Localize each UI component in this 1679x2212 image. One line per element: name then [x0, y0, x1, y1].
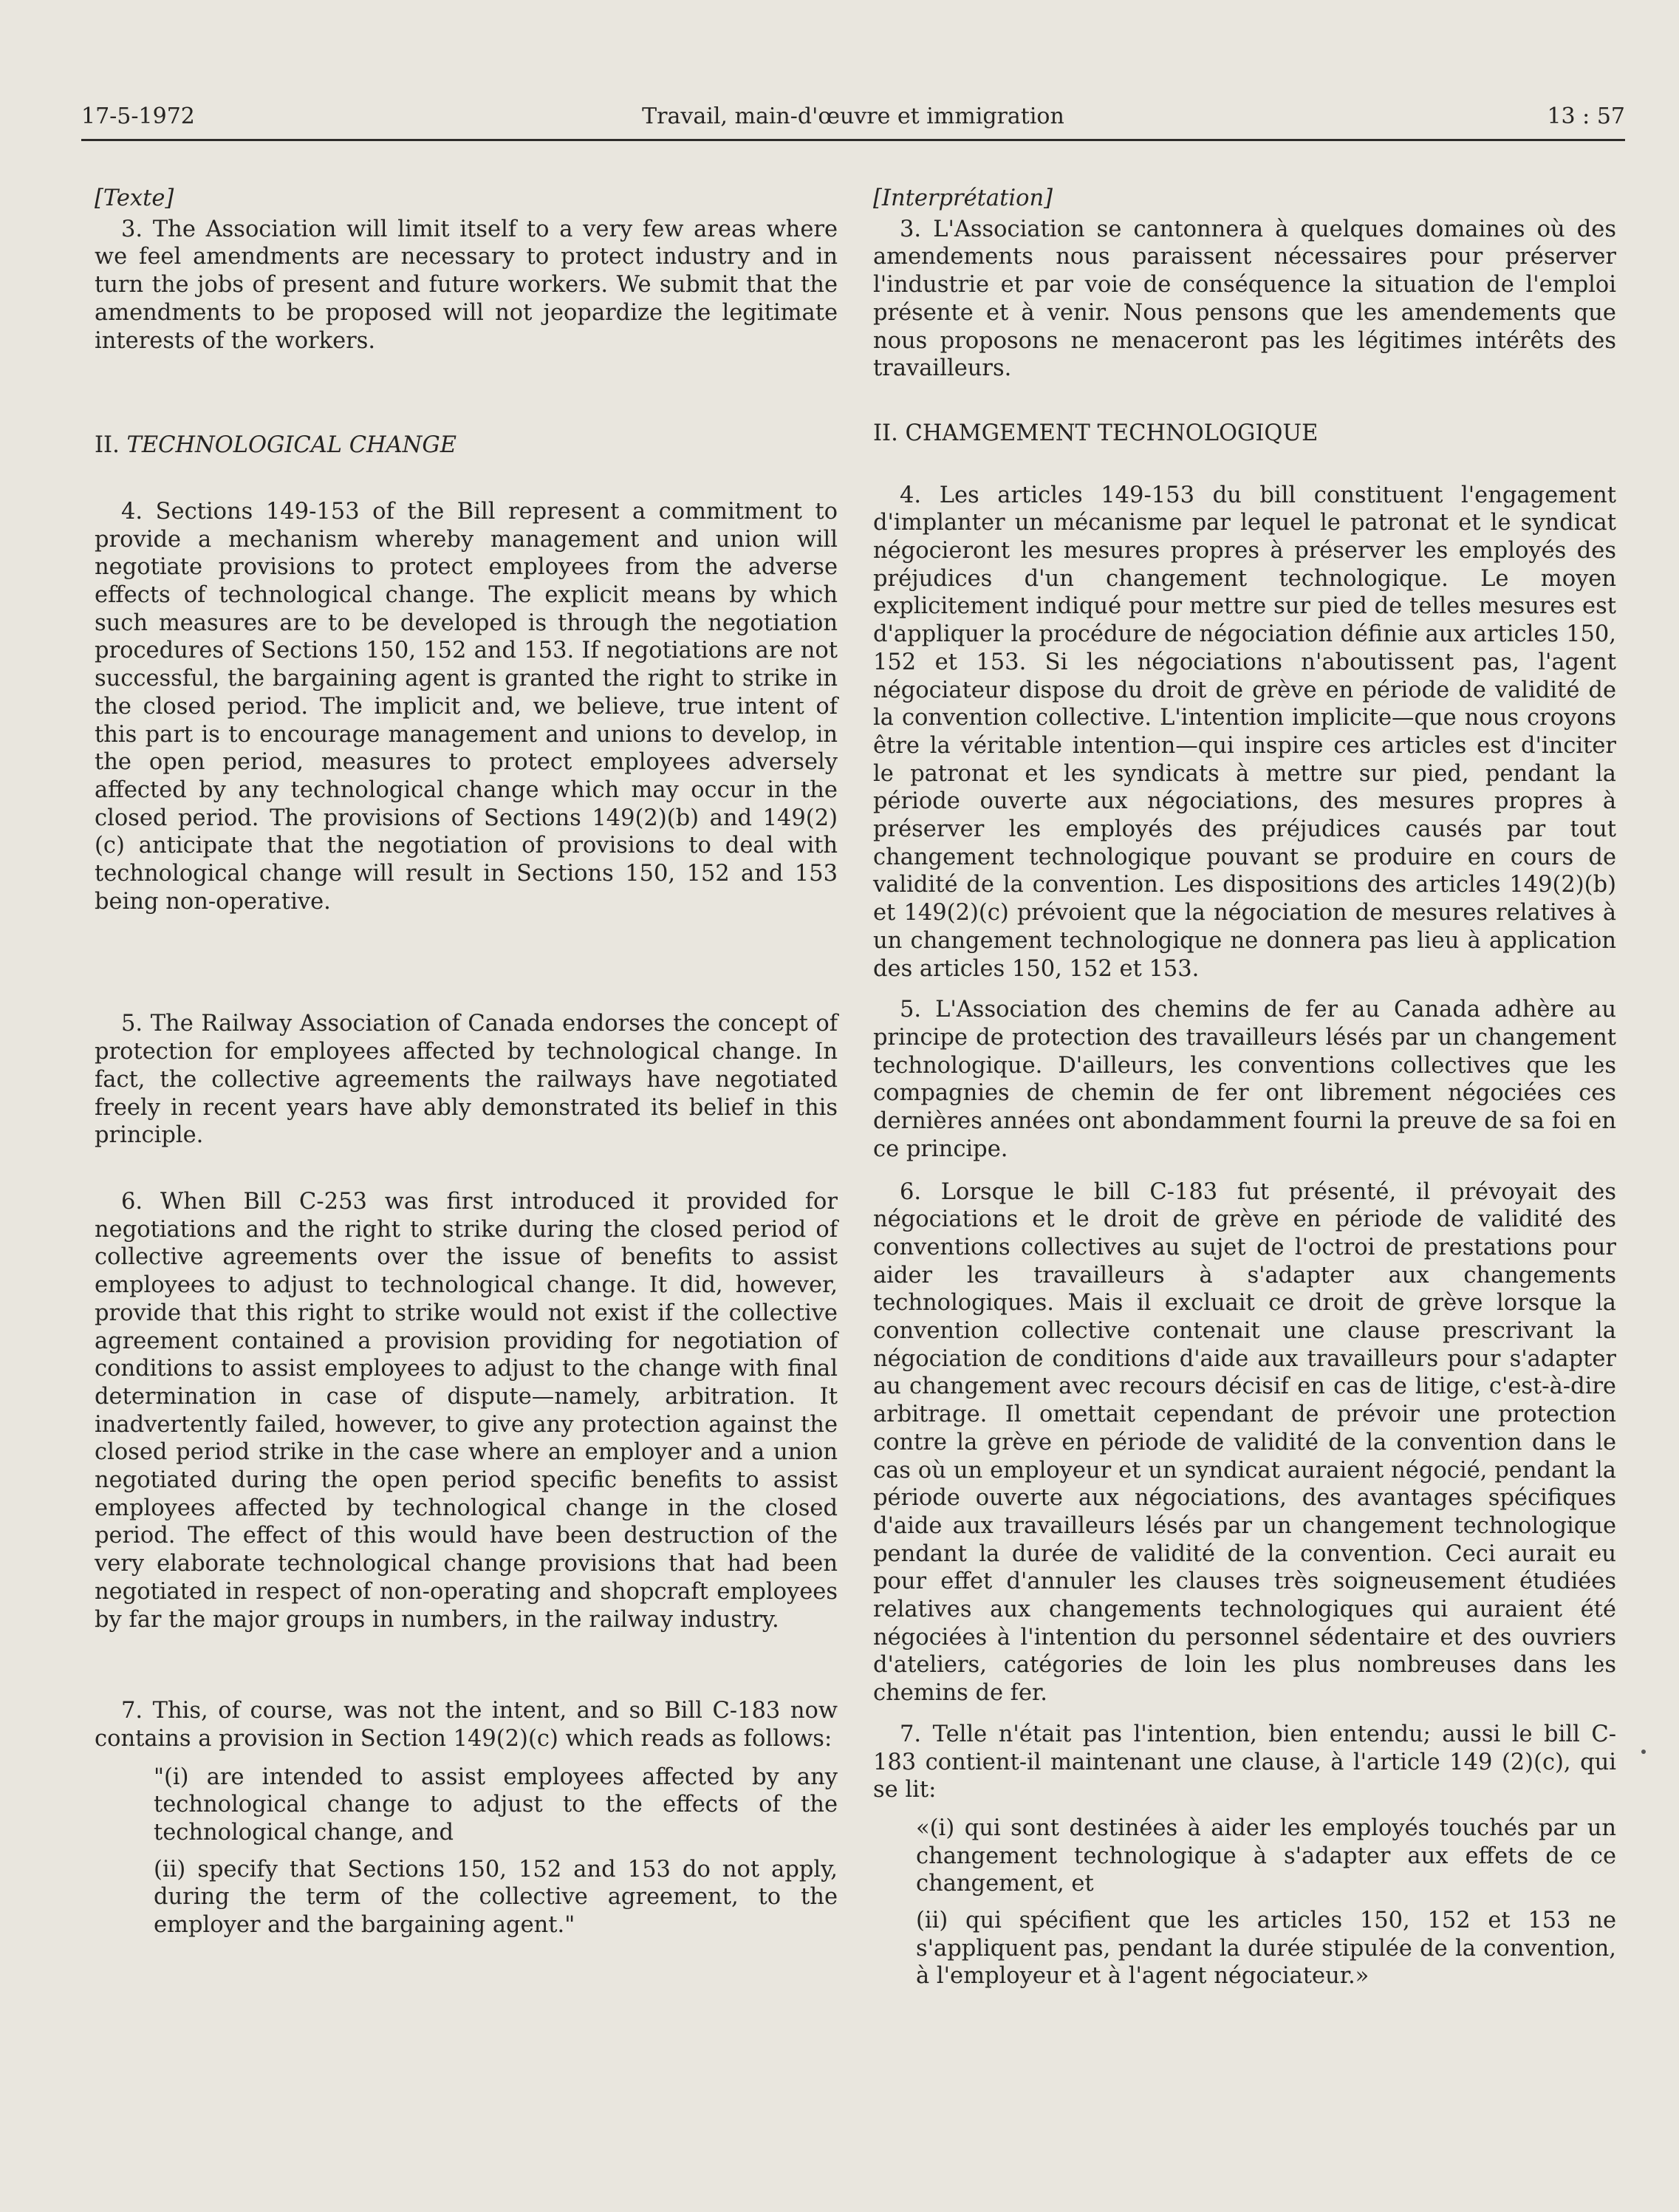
english-paragraph-5: 5. The Railway Association of Canada endorses the concept of protection for employees affected by technological change. In fact, the collective agreements the railways have negotiated freely in recent years have ably demonstrated its belief in this principle. — [95, 1011, 838, 1149]
english-section-heading — [95, 431, 838, 460]
french-section-heading: II. CHAMGEMENT TECHNOLOGIQUE — [873, 420, 1319, 446]
french-column — [873, 185, 1616, 1990]
header-title: Travail, main-d'œuvre et immigration — [642, 103, 1064, 129]
french-quote-clause-i: «(i) qui sont destinées à aider les employés touchés par un changement technologique à s'adapter aux effets de ce changement, et — [916, 1815, 1616, 1897]
english-quoted-provision — [154, 1764, 838, 1939]
english-paragraph-6: 6. When Bill C-253 was first introduced it provided for negotiations and the right to strike during the closed period of collective agreements over the issue of benefits to assist employees to adjust to technological change. It did, however, provide that this right to strike would not exist if the collective agreement contained a provision providing for negotiation of conditions to assist employees to adjust to the change with final determination in case of dispute—namely, arbitration. It inadvertently failed, however, to give any protection against the closed period strike in the case where an employer and a union negotiated during the open period specific benefits to assist employees affected by technological change in the closed period. The effect of this would have been destruction of the very elaborate technological change provisions that had been negotiated in respect of non-operating and shopcraft employees by far the major groups in numbers, in the railway industry. — [95, 1188, 838, 1633]
french-quote-clause-ii: (ii) qui spécifient que les articles 150, 152 et 153 ne s'appliquent pas, pendant la durée stipulée de la convention, à l'employeur et à l'agent négociateur.» — [916, 1908, 1616, 1990]
running-header — [81, 103, 1625, 141]
english-heading-text: TECHNOLOGICAL CHANGE — [126, 432, 456, 459]
french-paragraph-3: 3. L'Association se cantonnera à quelques domaines où des amendements nous paraissent nécessaires pour préserver l'industrie et par voie de conséquence la situation de l'emploi présente et à venir. Nous pensons que les amendements que nous proposons ne menaceront pas les légitimes intérêts des travailleurs. — [873, 216, 1616, 382]
english-quote-clause-i: "(i) are intended to assist employees affected by any technological change to adjust to the effects of the technological change, and — [154, 1764, 838, 1846]
english-column — [95, 185, 838, 1939]
english-source-tag: [Texte] — [95, 185, 174, 211]
english-paragraph-7: 7. This, of course, was not the intent, and so Bill C-183 now contains a provision in Section 149(2)(c) which reads as follows: — [95, 1698, 838, 1752]
english-paragraph-3: 3. The Association will limit itself to a very few areas where we feel amendments are necessary to protect industry and in turn the jobs of present and future workers. We submit that the amendments to be proposed will not jeopardize the legitimate interests of the workers. — [95, 216, 838, 354]
header-date: 17-5-1972 — [81, 103, 195, 129]
english-quote-clause-ii: (ii) specify that Sections 150, 152 and 153 do not apply, during the term of the collective agreement, to the employer and the bargaining agent." — [154, 1856, 838, 1939]
english-paragraph-4: 4. Sections 149-153 of the Bill represent a commitment to provide a mechanism whereby management and union will negotiate provisions to protect employees from the adverse effects of technological change. The explicit means by which such measures are to be developed is through the negotiation procedures of Sections 150, 152 and 153. If negotiations are not successful, the bargaining agent is granted the right to strike in the closed period. The implicit and, we believe, true intent of this part is to encourage management and unions to develop, in the open period, measures to protect employees adversely affected by any technological change which may occur in the closed period. The provisions of Sections 149(2)(b) and 149(2)(c) anticipate that the negotiation of provisions to deal with technological change will result in Sections 150, 152 and 153 being non-operative. — [95, 498, 838, 915]
french-paragraph-5: 5. L'Association des chemins de fer au Canada adhère au principe de protection des travailleurs lésés par un changement technologique. D'ailleurs, les conventions collectives que les compagnies de chemin de fer ont librement négociées ces dernières années ont abondamment fourni la preuve de sa foi en ce principe. — [873, 997, 1616, 1162]
header-page-number: 13 : 57 — [1547, 103, 1625, 129]
french-source-tag: [Interprétation] — [873, 185, 1053, 211]
french-quoted-provision — [916, 1815, 1616, 1990]
french-paragraph-6: 6. Lorsque le bill C-183 fut présenté, il prévoyait des négociations et le droit de grève en période de validité des conventions collectives au sujet de l'octroi de prestations pour aider les travailleurs à s'adapter aux changements technologiques. Mais il excluait ce droit de grève lorsque la convention collective contenait une clause prescrivant la négociation de conditions d'aide aux travailleurs pour s'adapter au changement avec recours décisif en cas de litige, c'est-à-dire arbitrage. Il omettait cependant de prévoir une protection contre la grève en période de validité de la convention dans le cas où un employeur et un syndicat auraient négocié, pendant la période ouverte aux négociations, des avantages spécifiques d'aide aux travailleurs lésés par un changement technologique pendant la durée de validité de la convention. Ceci aurait eu pour effet d'annuler les clauses très soigneusement étudiées relatives aux changements technologiques qui auraient été négociées à l'intention du personnel sédentaire et des ouvriers d'ateliers, catégories de loin les plus nombreuses dans les chemins de fer. — [873, 1178, 1616, 1707]
french-paragraph-7: 7. Telle n'était pas l'intention, bien entendu; aussi le bill C-183 contient-il maintenant une clause, à l'article 149 (2)(c), qui se lit: — [873, 1721, 1616, 1803]
margin-dot — [1641, 1750, 1646, 1754]
french-paragraph-4: 4. Les articles 149-153 du bill constituent l'engagement d'implanter un mécanisme par lequel le patronat et le syndicat négocieront les mesures propres à préserver les employés des préjudices d'un changement technologique. Le moyen explicitement indiqué pour mettre sur pied de telles mesures est d'appliquer la procédure de négociation définie aux articles 150, 152 et 153. Si les négociations n'aboutissent pas, l'agent négociateur dispose du droit de grève en période de validité de la convention collective. L'intention implicite—que nous croyons être la véritable intention—qui inspire ces articles est d'inciter le patronat et les syndicats à mettre sur pied, pendant la période ouverte aux négociations, des mesures propres à préserver les employés des préjudices causés par tout changement technologique pouvant se produire en cours de validité de la convention. Les dispositions des articles 149(2)(b) et 149(2)(c) prévoient que la négociation de mesures relatives à un changement technologique ne donnera pas lieu à application des articles 150, 152 et 153. — [873, 482, 1616, 982]
english-heading-number: II. — [95, 432, 120, 459]
